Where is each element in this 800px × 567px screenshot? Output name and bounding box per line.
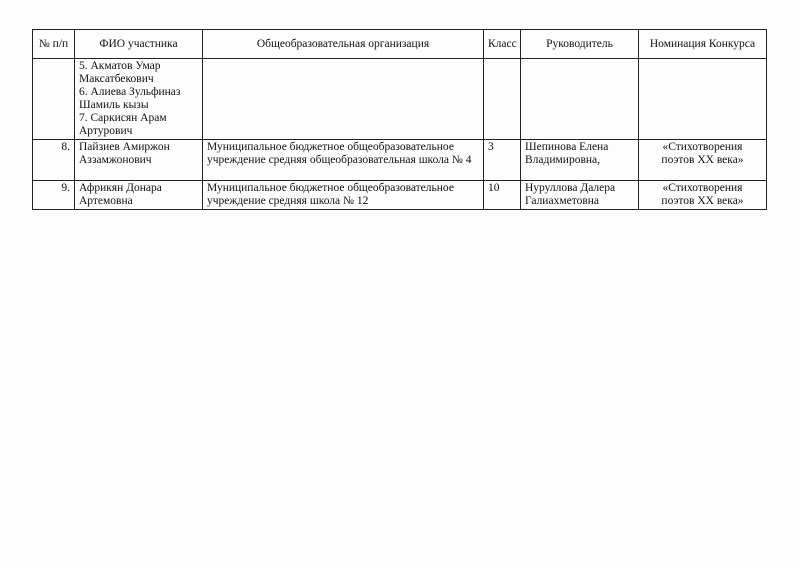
organization-line: учреждение средняя школа № 12 (207, 195, 369, 207)
participant-line: Максатбекович (79, 73, 154, 85)
participant-line: 5. Акматов Умар (79, 60, 161, 72)
nomination-line: «Стихотворения (662, 141, 743, 153)
participant-line: Артемовна (79, 195, 133, 207)
cell-nomination (639, 59, 767, 140)
cell-organization (203, 59, 484, 140)
cell-participant (75, 181, 203, 210)
cell-grade: 10 (484, 181, 521, 210)
nomination-line: поэтов XX века» (661, 154, 744, 166)
cell-organization (203, 181, 484, 210)
nomination-line: «Стихотворения (662, 182, 743, 194)
header-participant: ФИО участника (75, 30, 203, 59)
cell-nomination (639, 140, 767, 181)
leader-line: Шепинова Елена (525, 141, 609, 153)
table-row (33, 181, 767, 210)
organization-line: учреждение средняя общеобразовательная школа № 4 (207, 154, 472, 166)
cell-participants (75, 59, 203, 140)
participant-line: 7. Саркисян Арам (79, 112, 167, 124)
table-row (33, 140, 767, 181)
cell-leader (521, 181, 639, 210)
cell-number: 8. (33, 140, 75, 181)
header-number: № п/п (33, 30, 75, 59)
cell-leader (521, 59, 639, 140)
cell-organization (203, 140, 484, 181)
cell-participant (75, 140, 203, 181)
header-organization: Общеобразовательная организация (203, 30, 484, 59)
header-nomination: Номинация Конкурса (639, 30, 767, 59)
participant-line: 6. Алиева Зульфиназ (79, 86, 181, 98)
leader-line: Галиахметовна (525, 195, 600, 207)
participant-line: Аззамжонович (79, 154, 152, 166)
participant-line: Шамиль кызы (79, 99, 149, 111)
cell-grade (484, 59, 521, 140)
cell-number: 9. (33, 181, 75, 210)
header-leader: Руководитель (521, 30, 639, 59)
participant-line: Африкян Донара (79, 182, 162, 194)
table-row-continuation (33, 59, 767, 140)
header-grade: Класс (484, 30, 521, 59)
cell-number (33, 59, 75, 140)
organization-line: Муниципальное бюджетное общеобразовательное (207, 182, 454, 194)
cell-nomination (639, 181, 767, 210)
table-header-row (33, 30, 767, 59)
nomination-line: поэтов XX века» (661, 195, 744, 207)
participant-line: Артурович (79, 125, 133, 137)
cell-grade: 3 (484, 140, 521, 181)
organization-line: Муниципальное бюджетное общеобразовательное (207, 141, 454, 153)
leader-line: Владимировна, (525, 154, 601, 166)
participants-table (32, 29, 767, 210)
leader-line: Нуруллова Далера (525, 182, 616, 194)
participant-line: Пайзиев Амиржон (79, 141, 170, 153)
cell-leader (521, 140, 639, 181)
